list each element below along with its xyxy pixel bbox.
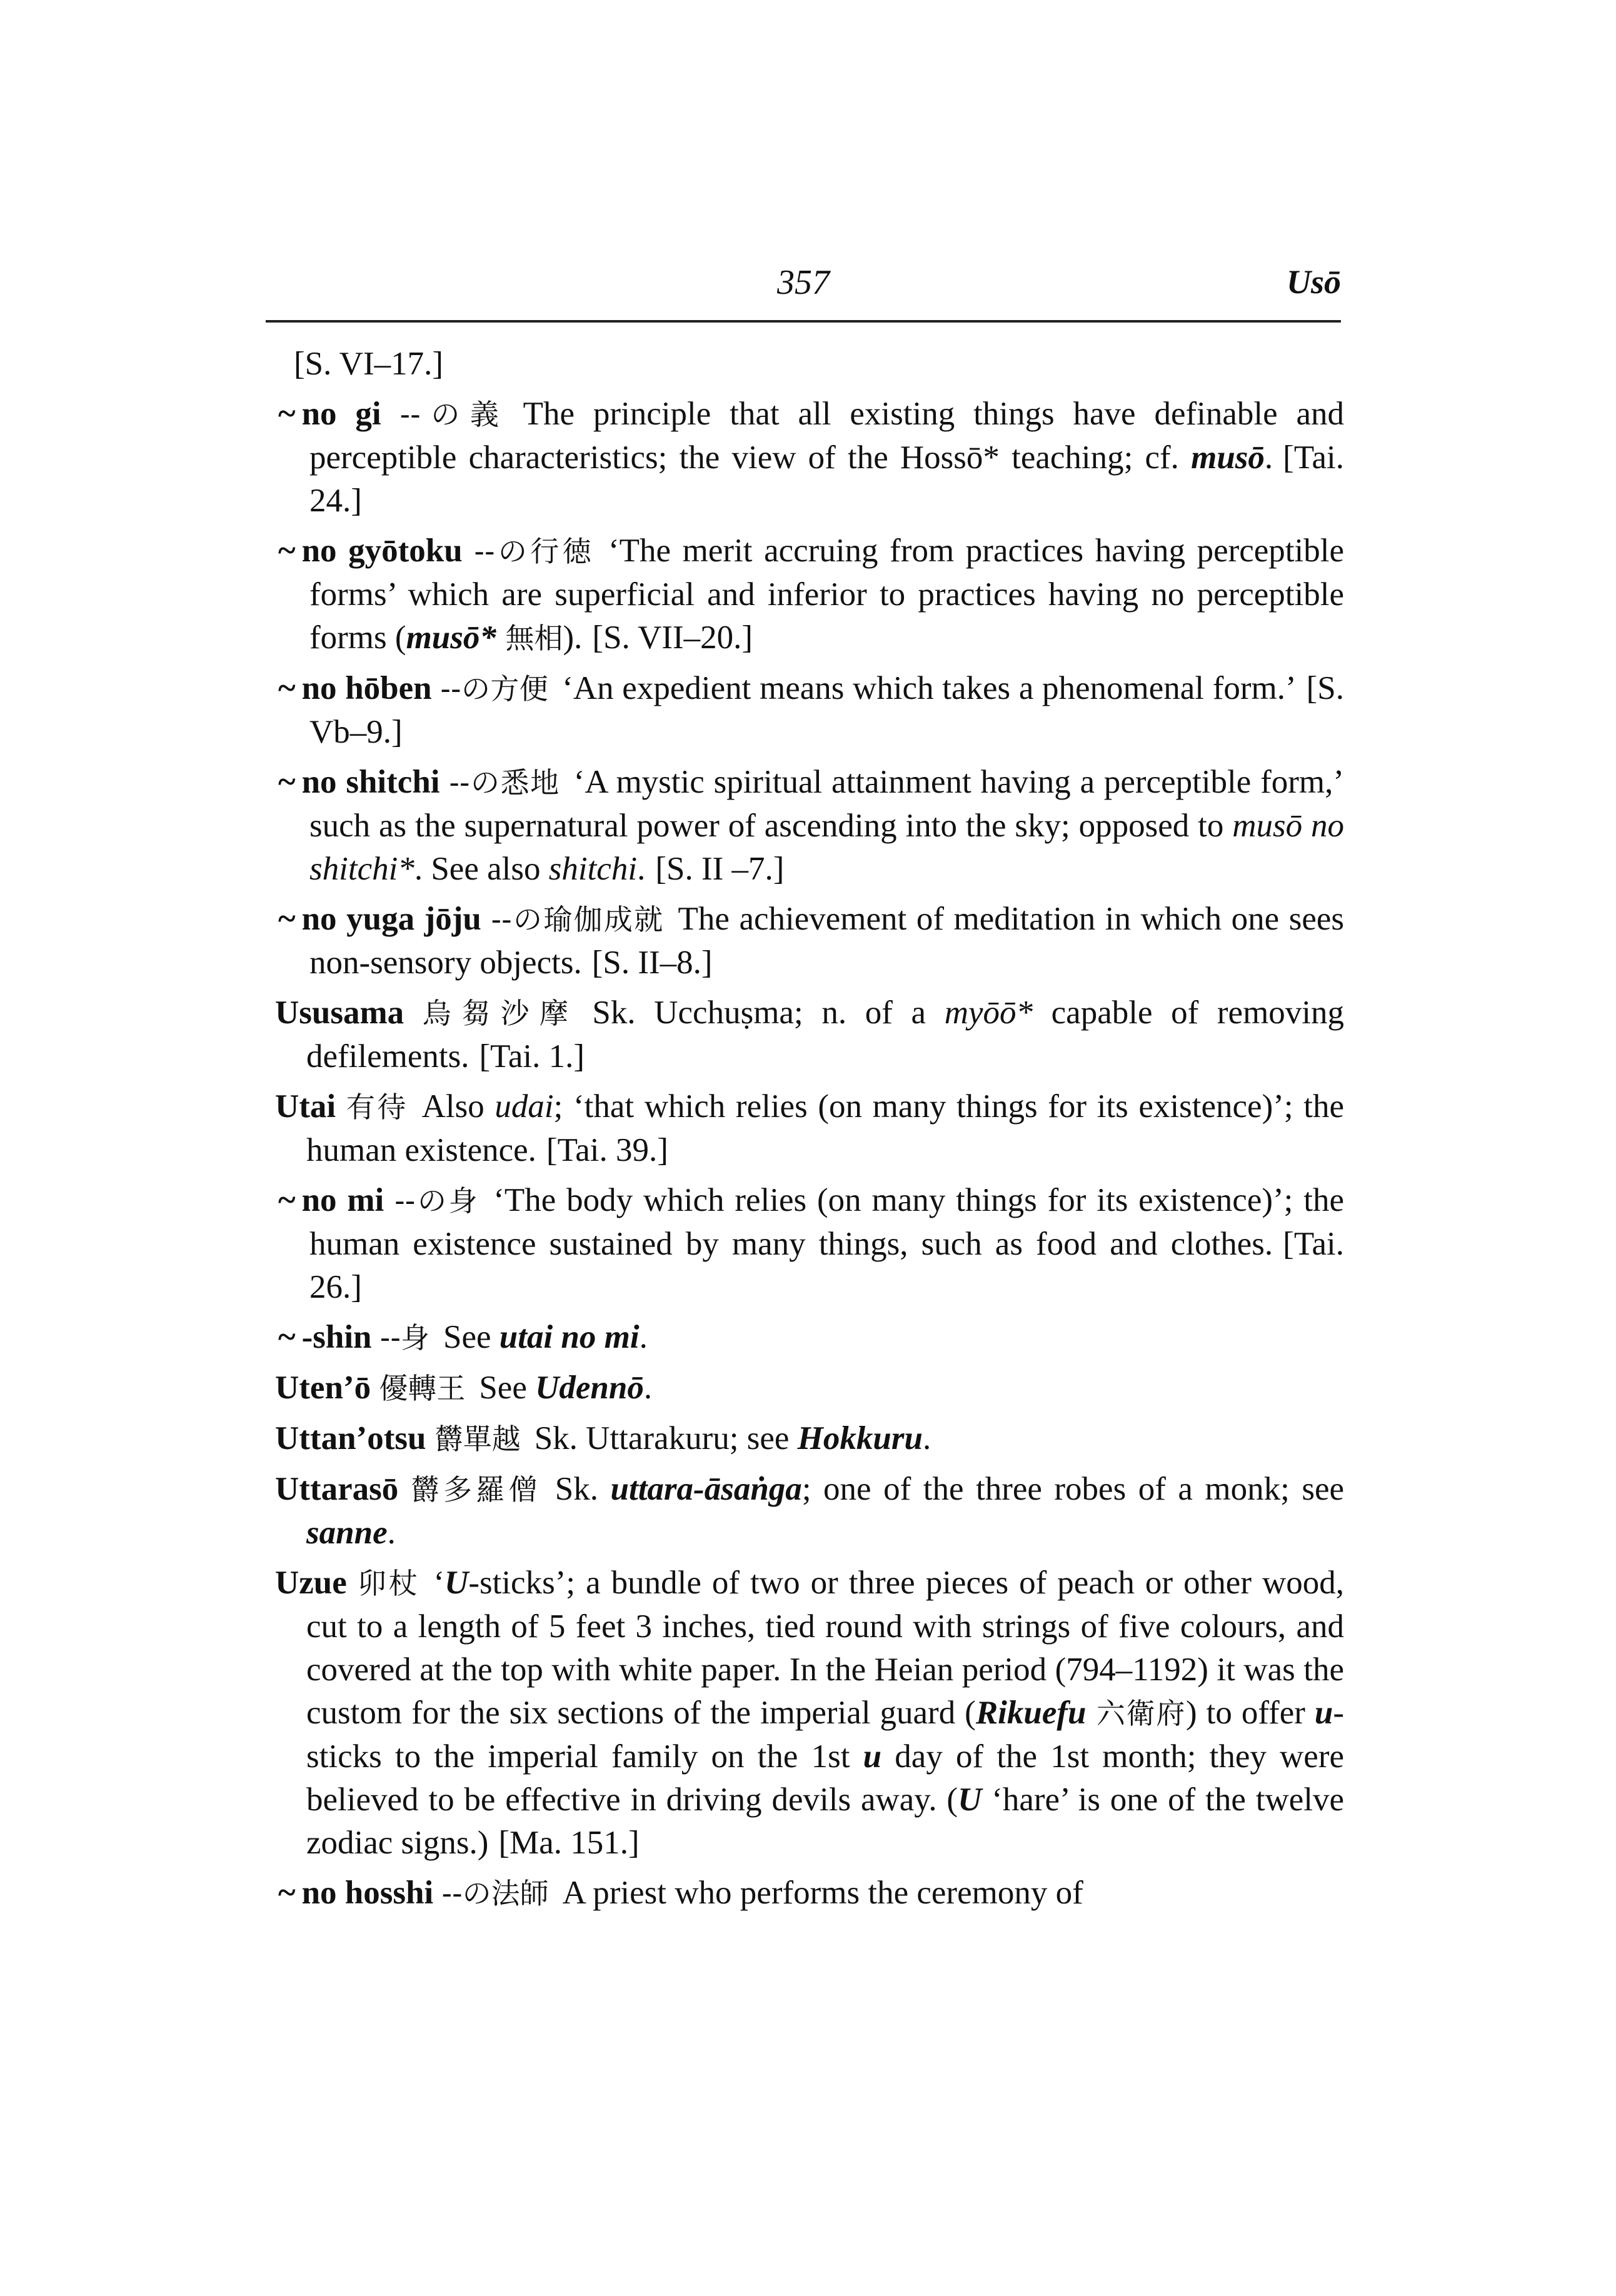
headword: Uten’ō [275, 1370, 371, 1406]
tilde-mark: ~ [278, 670, 296, 706]
subentry-no-mi [278, 1179, 1344, 1309]
definition: ‘The body which relies (on many things for its existence)’; the human existence sustained by many things, such as food and clothes. [309, 1182, 1344, 1262]
subentry-no-yuga-joju [278, 898, 1344, 985]
definition-tail: . [922, 1420, 931, 1456]
entry-reference: [Tai. 26.] [309, 1226, 1344, 1305]
definition: Also [421, 1088, 495, 1125]
kanji-form: --身 [379, 1321, 429, 1355]
headword: Uzue [275, 1565, 347, 1601]
entry-reference: [Tai. 39.] [546, 1132, 668, 1168]
definition-middle: day of the 1st month; they were believed to be effective in driving devils away. ( [306, 1738, 1345, 1818]
entry-reference: [S. II –7.] [655, 851, 785, 887]
kanji-form: 烏芻沙摩 [422, 996, 579, 1030]
kanji-form: --の法師 [441, 1877, 549, 1910]
headword: Ususama [275, 995, 404, 1031]
definition-tail: . [1264, 439, 1273, 476]
tilde-mark: ~ [278, 396, 296, 432]
tilde-mark: ~ [278, 1875, 296, 1911]
cross-reference: Rikuefu [975, 1695, 1087, 1731]
definition: See [443, 1319, 499, 1355]
kanji-form: 欝多羅僧 [410, 1473, 541, 1506]
kanji-form: 六衛府 [1086, 1697, 1187, 1730]
tilde-mark: ~ [278, 764, 296, 800]
kanji-form: --の行徳 [474, 534, 595, 568]
entry-reference: [Ma. 151.] [498, 1825, 640, 1861]
kanji-form: --の悉地 [449, 766, 560, 800]
header-rule [266, 320, 1341, 323]
subentry-no-shitchi [278, 761, 1344, 891]
kanji-form: 卯杖 [357, 1567, 420, 1600]
subentry-no-hoben [278, 667, 1344, 754]
definition-tail: ; one of the three robes of a monk; see [801, 1471, 1345, 1507]
definition-middle: -sticks to the imperial family on the 1st [306, 1695, 1344, 1775]
definition-tail: . [637, 851, 646, 887]
subentry-no-gyotoku [278, 529, 1344, 660]
kanji-form: --の義 [399, 398, 509, 431]
running-head: Usō [1286, 263, 1341, 301]
entry-reference: [S. VI–17.] [294, 346, 443, 382]
definition: ‘The merit accruing from practices having perceptible forms’ which are superficial and inferior to practices having no perceptible forms ( [309, 533, 1345, 656]
entry-uteno [275, 1366, 1344, 1410]
cross-reference: uttara-āsaṅga [610, 1471, 802, 1507]
cross-reference: musō* [406, 619, 496, 656]
tilde-mark: ~ [278, 1182, 296, 1218]
entry-uzue [275, 1562, 1344, 1865]
kanji-form: --の瑜伽成就 [491, 903, 665, 936]
kanji-form: 有待 [346, 1090, 408, 1124]
tilde-mark: ~ [278, 901, 296, 937]
entry-reference: [S. II–8.] [591, 945, 713, 981]
kanji-form: 無相 [496, 621, 563, 655]
subentry-shin [278, 1316, 1344, 1360]
cross-reference: sanne [306, 1515, 388, 1551]
headword: Uttarasō [275, 1471, 399, 1507]
entry-ususama [275, 991, 1344, 1078]
headword: no mi [301, 1182, 384, 1218]
page-number: 357 [777, 263, 830, 302]
definition-tail: ; ‘that which relies (on many things for its existence)’; the human existence. [306, 1088, 1345, 1168]
cross-reference: utai no mi [499, 1319, 640, 1355]
tilde-mark: ~ [278, 533, 296, 569]
cross-reference: u [1314, 1695, 1333, 1731]
definition: Sk. [555, 1471, 611, 1507]
entry-reference: [S. Vb–9.] [309, 670, 1345, 750]
cross-reference: myōō* [944, 995, 1033, 1031]
entry-reference: [Tai. 1.] [479, 1038, 585, 1075]
kanji-form: 欝單越 [434, 1422, 521, 1456]
cross-reference: U [958, 1782, 982, 1818]
definition: ‘ [433, 1565, 445, 1601]
headword: no gi [301, 396, 381, 432]
headword: no yuga jōju [301, 901, 481, 937]
definition-tail: ‘hare’ is one of the twelve zodiac signs.) [306, 1782, 1344, 1861]
entry-reference: [S. VII–20.] [592, 619, 753, 656]
entry-utai [275, 1085, 1344, 1172]
definition: See [479, 1370, 536, 1406]
definition-tail: . [643, 1370, 653, 1406]
definition: Sk. Uttarakuru; see [534, 1420, 798, 1456]
definition: ‘An expedient means which takes a phenomenal form.’ [562, 670, 1297, 706]
headword: no gyōtoku [301, 533, 463, 569]
definition-middle: -sticks’; a bundle of two or three pieces of peach or other wood, cut to a length of 5 feet 3 inches, tied round with strings of five colours, and covered at the top with white paper. In the Heian period (794–1192) it was the custom for the six sections of the imperial guard ( [306, 1565, 1345, 1731]
headword: -shin [301, 1319, 372, 1355]
subentry-no-gi [278, 393, 1344, 523]
entry-reference: [Tai. 24.] [309, 439, 1344, 519]
definition-middle: . See also [414, 851, 549, 887]
definition-tail: . [639, 1319, 648, 1355]
entry-continuation [275, 343, 1344, 386]
headword: Utai [275, 1088, 336, 1125]
kanji-form: --の身 [394, 1184, 480, 1218]
tilde-mark: ~ [278, 1319, 296, 1355]
entries-body [275, 343, 1344, 1922]
cross-reference: Hokkuru [797, 1420, 923, 1456]
definition-middle: ) to offer [1186, 1695, 1315, 1731]
cross-reference: musō no shitchi* [309, 808, 1344, 887]
definition: ‘A mystic spiritual attainment having a perceptible form,’ such as the supernatural power of ascending into the sky; opposed to [309, 764, 1345, 844]
cross-reference: udai [494, 1088, 554, 1125]
headword: no hosshi [301, 1875, 434, 1911]
definition-tail: . [387, 1515, 396, 1551]
cross-reference: shitchi [548, 851, 638, 887]
definition: A priest who performs the ceremony of [562, 1875, 1083, 1911]
entry-uttaraso [275, 1468, 1344, 1555]
kanji-form: --の方便 [440, 672, 549, 706]
subentry-no-hosshi [278, 1872, 1344, 1915]
cross-reference: U [444, 1565, 469, 1601]
definition-tail: ). [563, 619, 583, 656]
headword: no hōben [301, 670, 432, 706]
page-header [266, 263, 1341, 313]
headword: no shitchi [301, 764, 440, 800]
cross-reference: u [863, 1738, 882, 1775]
headword: Uttan’otsu [275, 1420, 426, 1456]
entry-uttanotsu [275, 1417, 1344, 1461]
cross-reference: Udennō [535, 1370, 644, 1406]
definition-tail: capable of removing defilements. [306, 995, 1345, 1075]
definition: The achievement of meditation in which one sees non-sensory objects. [309, 901, 1344, 981]
cross-reference: musō [1191, 439, 1265, 476]
definition: The principle that all existing things have definable and perceptible characteristics; the view of the Hossō* teaching; cf. [309, 396, 1345, 476]
definition: Sk. Ucchuṣma; n. of a [592, 995, 945, 1031]
kanji-form: 優轉王 [379, 1371, 466, 1405]
